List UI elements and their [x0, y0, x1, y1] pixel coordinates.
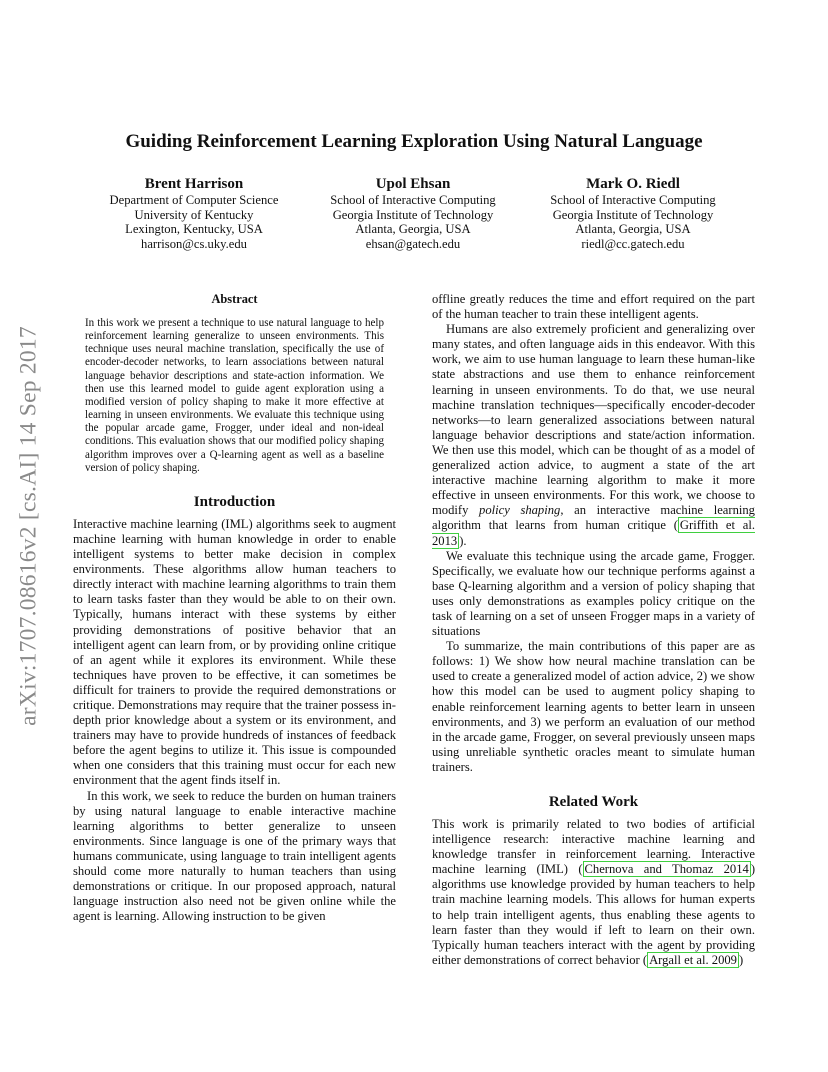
- left-column: [73, 292, 396, 924]
- author-email: harrison@cs.uky.edu: [141, 236, 247, 251]
- author-email: ehsan@gatech.edu: [365, 236, 461, 251]
- related-work-text-c: ): [738, 952, 744, 967]
- author-institution: Georgia Institute of Technology: [332, 207, 494, 222]
- author-block-3: [518, 176, 748, 251]
- author-block-2: [298, 176, 528, 251]
- related-work-paragraph-1: [432, 817, 755, 968]
- author-department: School of Interactive Computing: [330, 193, 496, 207]
- author-name: Upol Ehsan: [375, 176, 451, 192]
- author-location: Lexington, Kentucky, USA: [125, 222, 263, 237]
- author-block-1: [79, 176, 309, 251]
- policy-shaping-term: policy shaping: [479, 503, 561, 518]
- abstract-heading: Abstract: [211, 292, 258, 306]
- related-work-text-b: ) algorithms use knowledge provided by human teachers to help train machine learning models. This allows for human experts to help train intelligent agents, thus enabling these agents to learn faster than they would if left to learn on their own. Typically human teachers interact with the agent by providing either demonstrations of correct behavior (: [432, 862, 756, 967]
- author-department: School of Interactive Computing: [550, 193, 716, 207]
- citation-link[interactable]: Chernova and Thomaz 2014: [584, 862, 749, 877]
- intro-paragraph-2: In this work, we seek to reduce the burden on human trainers by using natural language to enable interactive machine learning algorithms to better generalize to unseen environments. Since language is one of the primary ways that humans communicate, using language to train intelligent agents should come more naturally to human teachers than using demonstrations or critique. In our proposed approach, natural language instruction also need not be given online while the agent is learning. Allowing instruction to be given: [73, 788, 396, 924]
- author-name: Mark O. Riedl: [586, 176, 680, 192]
- intro-paragraph-4: We evaluate this technique using the arcade game, Frogger. Specifically, we evaluate how our technique performs against a base Q-learning algorithm and a version of policy shaping that uses only demonstrations as examples policy critique on the task of learning on a set of unseen Frogger maps in a variety of situations: [432, 548, 755, 639]
- citation-link[interactable]: Griffith et al. 2013: [432, 518, 755, 548]
- intro-paragraph-2-continued: offline greatly reduces the time and effort required on the part of the human teacher to train these intelligent agents.: [432, 292, 755, 322]
- intro-paragraph-1: Interactive machine learning (IML) algorithms seek to augment machine learning with human knowledge in order to enable intelligent systems to better make decision in complex environments. These algorithms allow human teachers to directly interact with machine learning algorithms to train them to learn tasks faster than they would be able to on their own. Typically, humans interact with these systems by either providing demonstrations of positive behavior that an intelligent agent can learn from, or by providing online critique of an agent while it explores its environment. While these techniques have proven to be effective, it can sometimes be difficult for trainers to provide the required demonstrations or critique. Demonstrations may require that the trainer possess in-depth prior knowledge about a system or its environment, and trainers may have to provide hundreds of instances of feedback before the agent begins to utilize it. This issue is compounded when one considers that this training must occur for each new environment that the agent finds itself in.: [73, 516, 396, 788]
- author-department: Department of Computer Science: [109, 193, 279, 207]
- intro-paragraph-3-tail: , an interactive machine learning algorithm that learns from human critique (: [432, 503, 755, 533]
- citation-link[interactable]: Argall et al. 2009: [649, 952, 737, 967]
- author-institution: University of Kentucky: [134, 207, 254, 222]
- intro-paragraph-5: To summarize, the main contributions of this paper are as follows: 1) We show how neural machine translation can be used to create a generalized model of action advice, 2) we show how this model can be used to augment policy shaping to enable reinforcement learning agents to better learn in unseen environments, and 3) we perform an evaluation of our method in the arcade game, Frogger, on several previously unseen maps using unreliable synthetic oracles meant to simulate human trainers.: [432, 639, 755, 774]
- related-work-heading: Related Work: [548, 794, 639, 810]
- author-institution: Georgia Institute of Technology: [552, 207, 714, 222]
- author-email: riedl@cc.gatech.edu: [581, 236, 685, 251]
- abstract-text: In this work we present a technique to use natural language to help reinforcement learning generalize to unseen environments. This technique uses neural machine translation, specifically the use of encoder-decoder networks, to learn associations between natural language behavior descriptions and state-action information. We then use this learned model to guide agent exploration using a modified version of policy shaping to make it more effective at learning in unseen environments. We evaluate this technique using the popular arcade game, Frogger, under ideal and non-ideal conditions. This evaluation shows that our modified policy shaping algorithm improves over a Q-learning agent as well as a baseline version of policy shaping.: [85, 317, 384, 474]
- arxiv-stamp-text: arXiv:1707.08616v2 [cs.AI] 14 Sep 2017: [15, 326, 42, 726]
- related-work-text-a: This work is primarily related to two bodies of artificial intelligence research: interactive machine learning and knowledge transfer in reinforcement learning. Interactive machine learning (IML) (: [432, 817, 755, 877]
- author-location: Atlanta, Georgia, USA: [355, 222, 471, 237]
- introduction-heading: Introduction: [193, 493, 276, 510]
- paper-title: Guiding Reinforcement Learning Exploration Using Natural Language: [125, 131, 703, 152]
- author-location: Atlanta, Georgia, USA: [575, 222, 691, 237]
- intro-paragraph-3-end: ).: [459, 533, 467, 548]
- intro-paragraph-3: [432, 322, 755, 548]
- intro-paragraph-3-text: Humans are also extremely proficient and generalizing over many states, and often language aids in this endeavor. With this work, we aim to use human language to learn these human-like state abstractions and use them to enhance reinforcement learning in unseen environments. To do that, we use neural machine translation techniques—specifically encoder-decoder networks—to learn generalized associations between natural language behavior descriptions and state/action information. We then use this model, which can be thought of as a model of generalized action advice, to augment a state of the art interactive machine learning algorithm to make it more effective in unseen environments. For this work, we choose to modify: [432, 322, 755, 518]
- author-name: Brent Harrison: [144, 176, 244, 192]
- arxiv-stamp: [14, 295, 44, 757]
- right-column: [432, 292, 755, 968]
